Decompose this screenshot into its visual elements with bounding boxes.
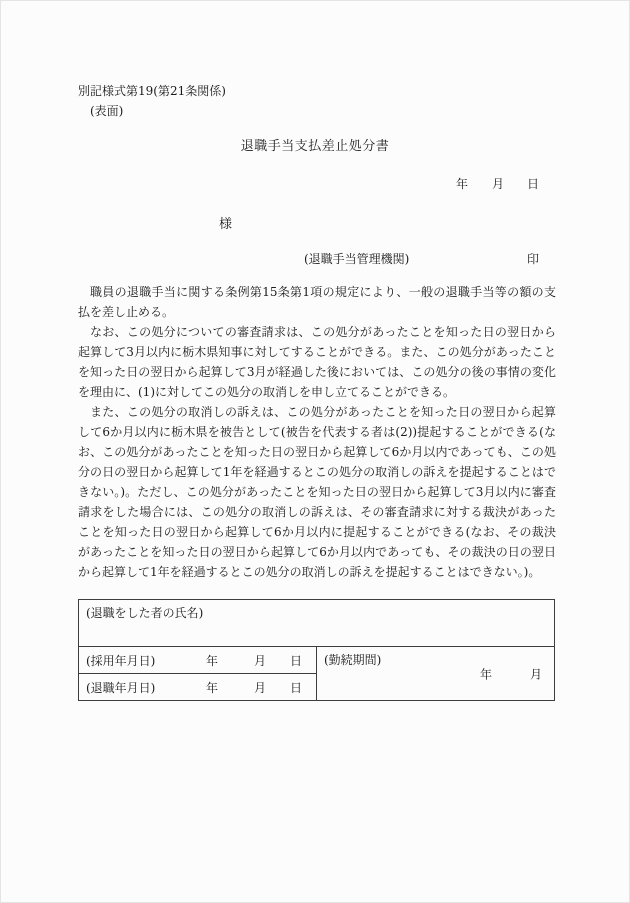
retiree-name-cell <box>79 600 555 647</box>
service-period-cell <box>317 647 555 701</box>
paragraph-lawsuit: また、この処分の取消しの訴えは、この処分があったことを知った日の翌日から起算して6か月以内に栃木県を被告として(被告を代表する者は(2))提起することができる(なお、この処分があったことを知った日の翌日から起算して6か月以内であっても、この処分の日の翌日から起算して1年を経過するとこの処分の取消しの訴えを提起することはできない。)。ただし、この処分があったことを知った日の翌日から起算して3月以内に審査請求をした場合には、この処分の取消しの訴えは、その審査請求に対する裁決があったことを知った日の翌日から起算して6か月以内に提起することができる(なお、その裁決があったことを知った日の翌日から起算して6か月以内であっても、その裁決の日の翌日から起算して1年を経過するとこの処分の取消しの訴えを提起することはできない。)。 <box>78 405 556 579</box>
service-period-year-unit: 年 <box>479 667 492 681</box>
issuer-label: (退職手当管理機関) <box>304 252 410 266</box>
hire-date-month-unit: 月 <box>253 653 266 668</box>
retire-date-year-unit: 年 <box>205 680 218 695</box>
service-period-label: (勤続期間) <box>324 653 382 667</box>
seal-label: 印 <box>527 252 540 266</box>
retire-date-label: (退職年月日) <box>86 680 156 695</box>
retire-date-units <box>206 679 302 696</box>
table-row-hire-date <box>79 647 555 674</box>
document-title: 退職手当支払差止処分書 <box>240 139 390 154</box>
hire-date-units <box>206 652 302 669</box>
form-number: 別記様式第19(第21条関係) <box>78 84 226 98</box>
retire-date-day-unit: 日 <box>289 680 302 695</box>
issue-date-month-unit: 月 <box>491 177 504 191</box>
issue-date-year-unit: 年 <box>455 177 468 191</box>
paragraph-disposition: 職員の退職手当に関する条例第15条第1項の規定により、一般の退職手当等の額の支払を差し止める。 <box>78 285 556 319</box>
hire-date-cell <box>79 647 317 674</box>
service-period-units <box>480 665 542 682</box>
body-text <box>78 282 556 582</box>
retiree-info-table <box>78 599 555 701</box>
side-label: (表面) <box>90 104 124 118</box>
hire-date-year-unit: 年 <box>205 653 218 668</box>
hire-date-day-unit: 日 <box>289 653 302 668</box>
paragraph-review-request: なお、この処分についての審査請求は、この処分があったことを知った日の翌日から起算して3月以内に栃木県知事に対してすることができる。また、この処分があったことを知った日の翌日から起算して3月が経過した後においては、この処分の後の事情の変化を理由に、(1)に対してこの処分の取消しを申し立てることができる。 <box>78 325 556 399</box>
retire-date-cell <box>79 674 317 701</box>
service-period-month-unit: 月 <box>529 667 542 681</box>
hire-date-label: (採用年月日) <box>86 653 156 668</box>
issue-date-day-unit: 日 <box>526 177 539 191</box>
table-row-name <box>79 600 555 647</box>
addressee-honorific: 様 <box>219 217 233 232</box>
retire-date-month-unit: 月 <box>253 680 266 695</box>
issue-date-line <box>456 175 539 192</box>
retiree-name-label: (退職をした者の氏名) <box>86 606 204 620</box>
